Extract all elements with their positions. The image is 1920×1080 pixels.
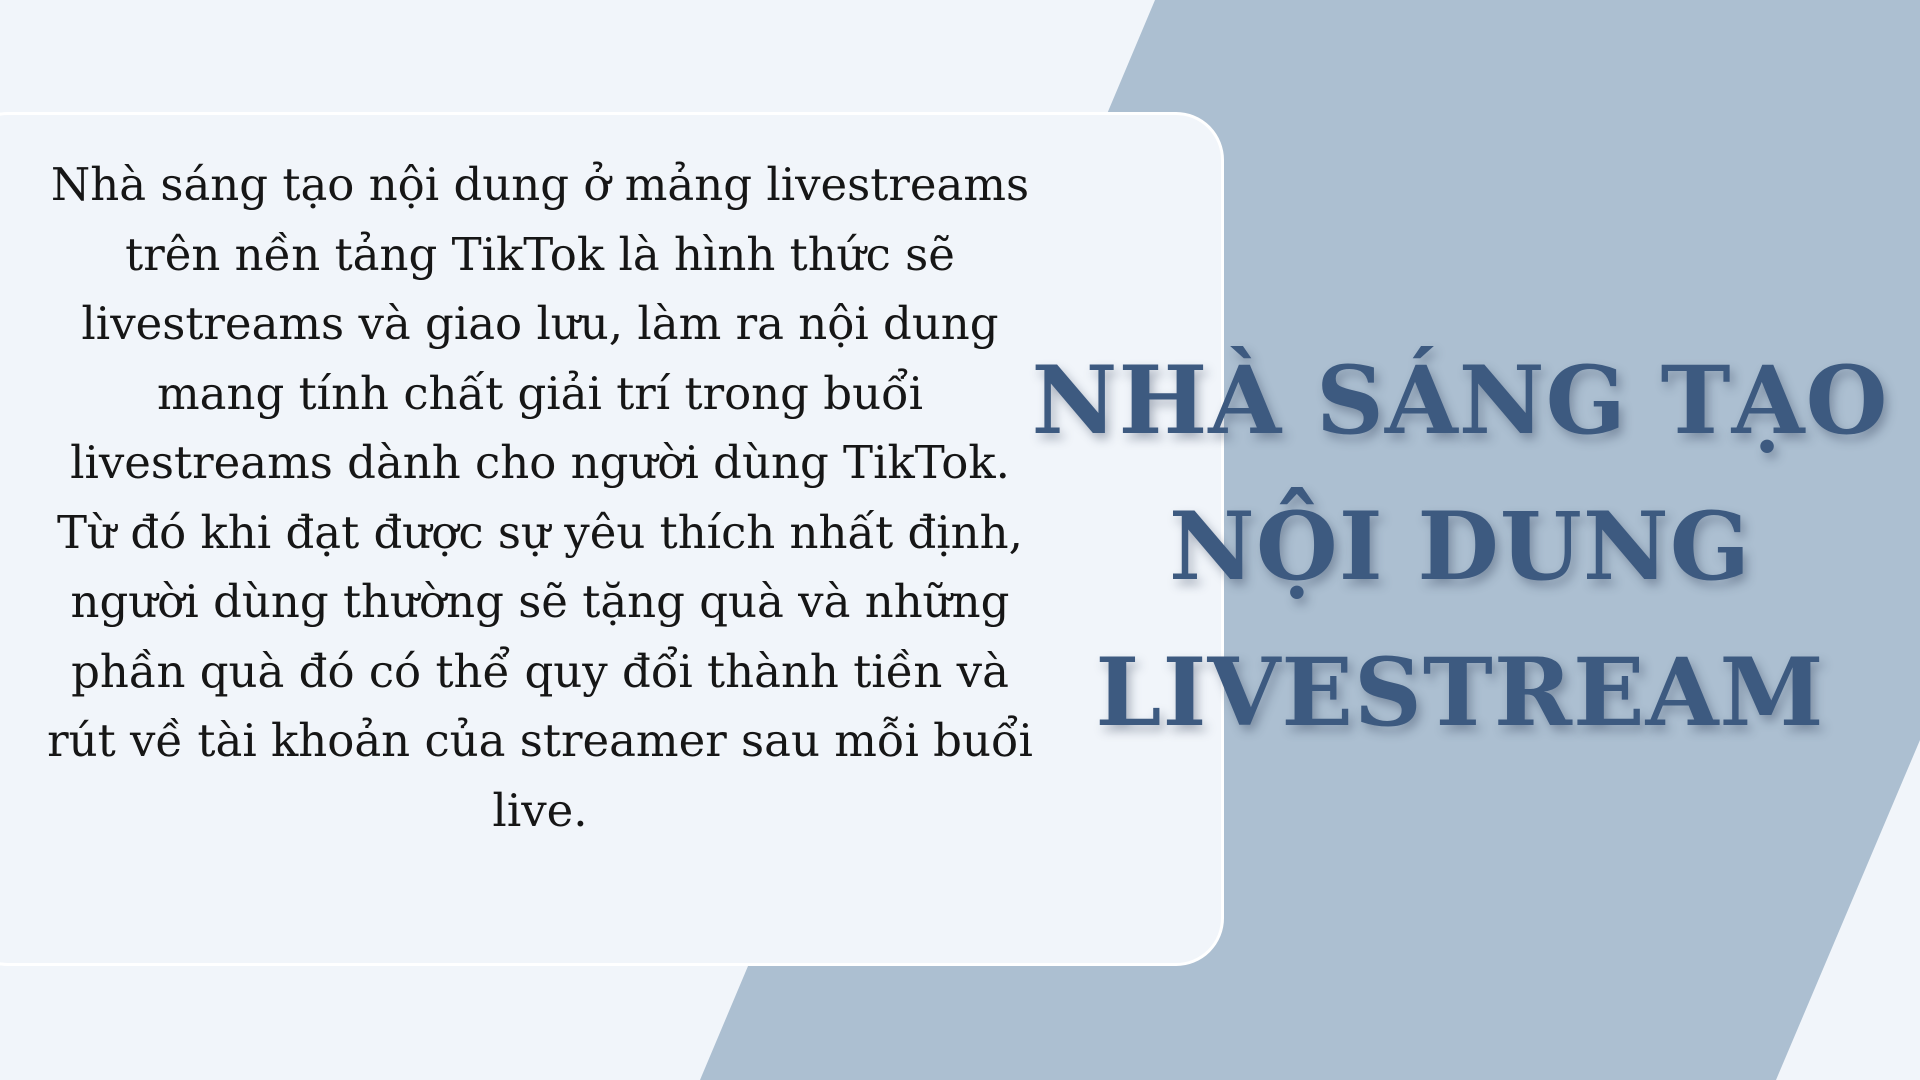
- headline-line-3: LIVESTREAM: [1095, 638, 1825, 748]
- headline: [1030, 328, 1890, 766]
- description-paragraph-2: Từ đó khi đạt được sự yêu thích nhất định, người dùng thường sẽ tặng quà và những phần quà đó có thể quy đổi thành tiền và rút về tài khoản của streamer sau mỗi buổi live.: [47, 505, 1033, 837]
- headline-line-1: NHÀ SÁNG TẠO: [1031, 346, 1889, 456]
- description-text: [40, 150, 1040, 845]
- headline-line-2: NỘI DUNG: [1168, 492, 1752, 602]
- description-paragraph-1: Nhà sáng tạo nội dung ở mảng livestreams trên nền tảng TikTok là hình thức sẽ livestreams và giao lưu, làm ra nội dung mang tính chất giải trí trong buổi livestreams dành cho người dùng TikTok.: [50, 158, 1030, 489]
